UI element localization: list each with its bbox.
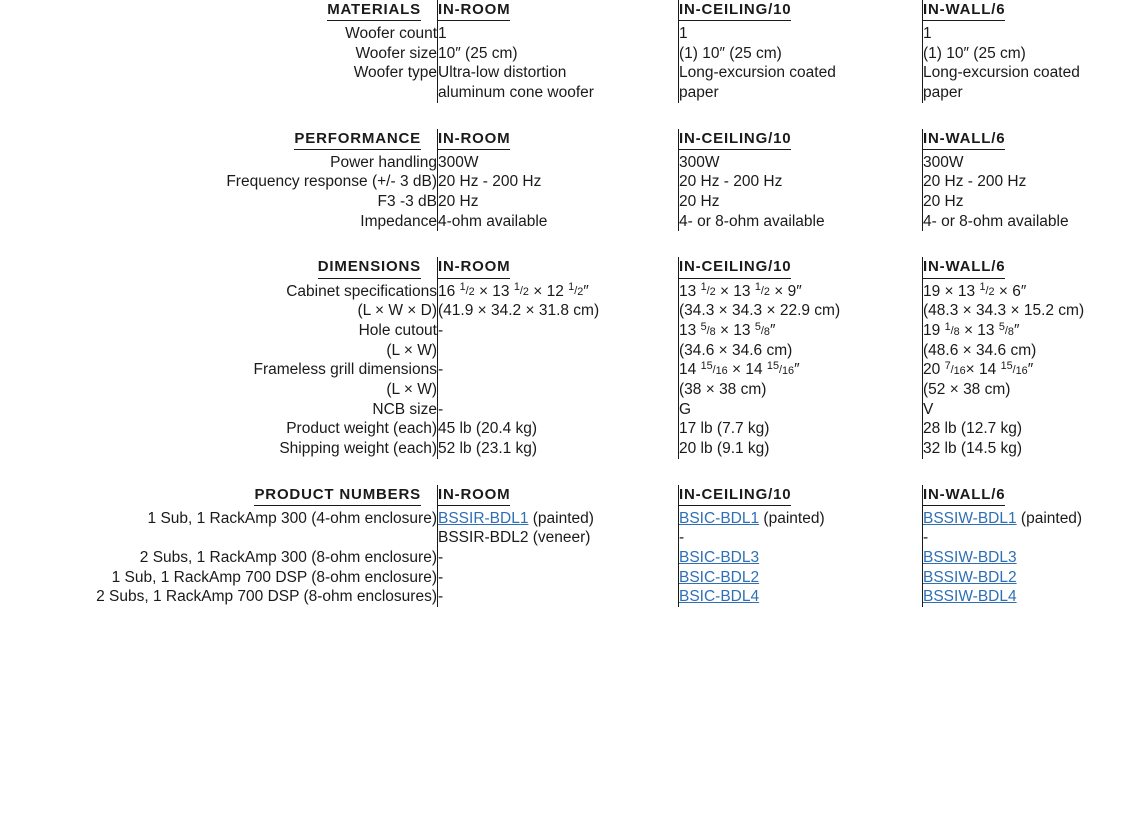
column-header-in-room: IN-ROOM xyxy=(438,485,679,509)
row-value-in-wall: Long-excursion coated paper xyxy=(923,63,1143,102)
row-value-in-wall: V xyxy=(923,400,1143,420)
row-value-in-wall: BSSIW-BDL1 (painted) - xyxy=(923,509,1143,548)
row-label-sub: (L × W) xyxy=(386,341,437,359)
product-link[interactable]: BSIC-BDL4 xyxy=(679,588,760,606)
section-title: DIMENSIONS xyxy=(1,257,438,281)
table-row xyxy=(1,587,1143,607)
column-header-in-ceiling: IN-CEILING/10 xyxy=(679,0,923,24)
row-label: 2 Subs, 1 RackAmp 300 (8-ohm enclosure) xyxy=(139,548,437,566)
row-value-in-ceiling: G xyxy=(679,400,923,420)
product-link[interactable]: BSSIW-BDL2 xyxy=(923,568,1017,586)
row-value-in-ceiling xyxy=(679,568,923,588)
row-value-in-room: BSSIR-BDL1 (painted) BSSIR-BDL2 (veneer) xyxy=(438,509,679,548)
row-value-in-wall: 1 xyxy=(923,24,1143,44)
column-header-in-ceiling: IN-CEILING/10 xyxy=(679,257,923,281)
row-value-in-room: - xyxy=(438,587,679,607)
row-value-in-ceiling: 17 lb (7.7 kg) xyxy=(679,419,923,439)
row-value-in-wall: 32 lb (14.5 kg) xyxy=(923,439,1143,459)
row-value-in-ceiling: 13 $^5/_8 \times 13$ $^5/_8''$ (34.6 × 34.6 cm) xyxy=(679,321,923,360)
row-label: 2 Subs, 1 RackAmp 700 DSP (8-ohm enclosures) xyxy=(96,588,437,606)
row-value-in-room: - xyxy=(438,548,679,568)
grill-inches-in-wall: 20 $^7/_{16}\times 14$ $^{15}/_{16}''$ xyxy=(923,360,1034,379)
section-header-product-numbers xyxy=(1,485,1143,509)
product-link[interactable]: BSIC-BDL3 xyxy=(679,548,760,566)
product-link[interactable]: BSSIR-BDL1 xyxy=(438,509,529,527)
row-value-in-ceiling: 1 xyxy=(679,24,923,44)
table-row xyxy=(1,192,1143,212)
table-row xyxy=(1,172,1143,192)
cabinet-inches-in-wall: 19 × 13 $^1/_2 \times 6''$ xyxy=(923,281,1027,300)
row-value-in-room: - xyxy=(438,360,679,399)
row-value-in-room: - xyxy=(438,321,679,360)
column-header-in-ceiling: IN-CEILING/10 xyxy=(679,485,923,509)
row-label: Shipping weight (each) xyxy=(279,439,437,457)
column-header-in-ceiling: IN-CEILING/10 xyxy=(679,129,923,153)
section-spacer xyxy=(1,231,1143,257)
row-value-in-room: 52 lb (23.1 kg) xyxy=(438,439,679,459)
product-link[interactable]: BSSIW-BDL4 xyxy=(923,588,1017,606)
table-row xyxy=(1,212,1143,232)
row-value-in-room: 20 Hz - 200 Hz xyxy=(438,172,679,192)
cabinet-inches-in-room: 16 $^1/_2 \times 13$ $^1/_2 \times 12$ $^1/_2''$ xyxy=(438,281,589,300)
section-header-performance xyxy=(1,129,1143,153)
cabinet-inches-in-ceiling: 13 $^1/_2 \times 13$ $^1/_2 \times 9''$ xyxy=(679,281,802,300)
product-link[interactable]: BSIC-BDL2 xyxy=(679,568,760,586)
row-value-in-room: Ultra-low distortion aluminum cone woofer xyxy=(438,63,679,102)
column-header-in-room: IN-ROOM xyxy=(438,0,679,24)
row-value-in-wall: 20 Hz - 200 Hz xyxy=(923,172,1143,192)
row-value-in-wall xyxy=(923,587,1143,607)
row-value-in-ceiling: 20 Hz xyxy=(679,192,923,212)
row-label-sub: (L × W) xyxy=(386,380,437,398)
row-value-in-ceiling: 300W xyxy=(679,153,923,173)
row-value-in-wall: 19 × 13 $^1/_2 \times 6''$ (48.3 × 34.3 × 15.2 cm) xyxy=(923,282,1143,321)
row-value-in-ceiling: 14 $^{15}/_{16} \times 14$ $^{15}/_{16}''$ (38 × 38 cm) xyxy=(679,360,923,399)
table-row xyxy=(1,321,1143,360)
table-row xyxy=(1,360,1143,399)
section-title: PERFORMANCE xyxy=(1,129,438,153)
row-value-in-wall: (1) 10″ (25 cm) xyxy=(923,44,1143,64)
table-row xyxy=(1,439,1143,459)
row-value-in-room: - xyxy=(438,568,679,588)
table-row xyxy=(1,419,1143,439)
product-link[interactable]: BSSIW-BDL3 xyxy=(923,548,1017,566)
row-value-in-ceiling: 20 Hz - 200 Hz xyxy=(679,172,923,192)
table-row xyxy=(1,44,1143,64)
table-row xyxy=(1,400,1143,420)
row-label: Frameless grill dimensions (L × W) xyxy=(1,360,438,399)
column-header-in-wall: IN-WALL/6 xyxy=(923,0,1143,24)
section-title: MATERIALS xyxy=(1,0,438,24)
row-label: Woofer type xyxy=(353,64,437,82)
row-value-in-wall: 20 Hz xyxy=(923,192,1143,212)
row-value-in-ceiling: 4- or 8-ohm available xyxy=(679,212,923,232)
row-label: F3 -3 dB xyxy=(377,193,437,211)
row-label: Power handling xyxy=(330,153,437,171)
row-value-in-room: 300W xyxy=(438,153,679,173)
row-label: Woofer size xyxy=(355,44,437,62)
row-label: Woofer count xyxy=(345,25,437,43)
row-label: NCB size xyxy=(372,400,437,418)
table-row xyxy=(1,568,1143,588)
column-header-in-room: IN-ROOM xyxy=(438,257,679,281)
row-value-in-ceiling: BSIC-BDL1 (painted) - xyxy=(679,509,923,548)
cutout-inches-in-wall: 19 $^1/_8 \times 13$ $^5/_8''$ xyxy=(923,320,1020,339)
column-header-in-wall: IN-WALL/6 xyxy=(923,485,1143,509)
table-row xyxy=(1,153,1143,173)
section-spacer xyxy=(1,459,1143,485)
row-value-in-wall: 20 $^7/_{16}\times 14$ $^{15}/_{16}''$ (52 × 38 cm) xyxy=(923,360,1143,399)
row-value-in-wall: 28 lb (12.7 kg) xyxy=(923,419,1143,439)
row-label: Frequency response (+/- 3 dB) xyxy=(226,173,437,191)
row-value-in-ceiling: (1) 10″ (25 cm) xyxy=(679,44,923,64)
row-value-in-ceiling: 13 $^1/_2 \times 13$ $^1/_2 \times 9''$ (34.3 × 34.3 × 22.9 cm) xyxy=(679,282,923,321)
row-value-in-room: - xyxy=(438,400,679,420)
grill-inches-in-ceiling: 14 $^{15}/_{16} \times 14$ $^{15}/_{16}''$ xyxy=(679,360,800,379)
row-value-in-room: 1 xyxy=(438,24,679,44)
table-row xyxy=(1,282,1143,321)
row-value-in-wall: 300W xyxy=(923,153,1143,173)
row-value-in-room: 4-ohm available xyxy=(438,212,679,232)
row-label: Hole cutout (L × W) xyxy=(1,321,438,360)
row-value-in-wall: 19 $^1/_8 \times 13$ $^5/_8''$ (48.6 × 34.6 cm) xyxy=(923,321,1143,360)
section-header-materials xyxy=(1,0,1143,24)
row-value-in-room: 16 $^1/_2 \times 13$ $^1/_2 \times 12$ $^1/_2''$ (41.9 × 34.2 × 31.8 cm) xyxy=(438,282,679,321)
row-value-in-room: 20 Hz xyxy=(438,192,679,212)
cutout-inches-in-ceiling: 13 $^5/_8 \times 13$ $^5/_8''$ xyxy=(679,320,776,339)
row-label-sub: (L × W × D) xyxy=(357,302,437,320)
row-value-in-room: 45 lb (20.4 kg) xyxy=(438,419,679,439)
section-title: PRODUCT NUMBERS xyxy=(1,485,438,509)
row-value-in-wall: 4- or 8-ohm available xyxy=(923,212,1143,232)
row-value-in-ceiling: Long-excursion coated paper xyxy=(679,63,923,102)
row-value-in-room: 10″ (25 cm) xyxy=(438,44,679,64)
row-value-in-wall xyxy=(923,548,1143,568)
column-header-in-room: IN-ROOM xyxy=(438,129,679,153)
section-spacer xyxy=(1,103,1143,129)
product-link[interactable]: BSSIW-BDL1 xyxy=(923,509,1017,527)
product-link[interactable]: BSIC-BDL1 xyxy=(679,509,760,527)
table-row xyxy=(1,509,1143,548)
table-row xyxy=(1,63,1143,102)
row-value-in-wall xyxy=(923,568,1143,588)
section-header-dimensions xyxy=(1,257,1143,281)
column-header-in-wall: IN-WALL/6 xyxy=(923,257,1143,281)
row-label: 1 Sub, 1 RackAmp 300 (4-ohm enclosure) xyxy=(147,509,437,527)
table-row xyxy=(1,24,1143,44)
row-value-in-ceiling xyxy=(679,587,923,607)
row-label: Impedance xyxy=(360,212,437,230)
row-label: Cabinet specifications (L × W × D) xyxy=(1,282,438,321)
row-label: Product weight (each) xyxy=(286,420,437,438)
table-row xyxy=(1,548,1143,568)
row-value-in-ceiling xyxy=(679,548,923,568)
row-label: 1 Sub, 1 RackAmp 700 DSP (8-ohm enclosure) xyxy=(111,568,437,586)
column-header-in-wall: IN-WALL/6 xyxy=(923,129,1143,153)
row-value-in-ceiling: 20 lb (9.1 kg) xyxy=(679,439,923,459)
